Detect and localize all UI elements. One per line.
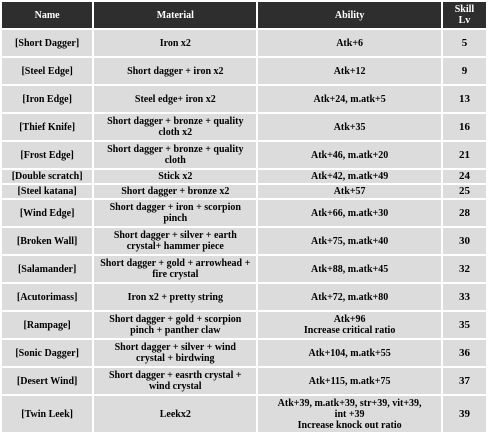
material-cell: Leekx2 — [94, 396, 256, 432]
weapon-name-cell: [Sonic Dagger] — [2, 340, 92, 366]
material-cell: Steel edge+ iron x2 — [94, 86, 256, 112]
skill-level-cell: 16 — [443, 114, 486, 140]
ability-cell: Atk+46, m.atk+20 — [258, 142, 441, 168]
material-cell: Short dagger + bronze + quality cloth — [94, 142, 256, 168]
skill-level-cell: 36 — [443, 340, 486, 366]
table-row — [2, 170, 486, 183]
weapon-name-cell: [Steel Edge] — [2, 58, 92, 84]
table-row — [2, 312, 486, 338]
table-body — [2, 30, 486, 432]
weapon-name-cell: [Thief Knife] — [2, 114, 92, 140]
table-row — [2, 340, 486, 366]
weapon-name-cell: [Twin Leek] — [2, 396, 92, 432]
weapon-name-cell: [Iron Edge] — [2, 86, 92, 112]
material-cell: Stick x2 — [94, 170, 256, 183]
skill-level-cell: 32 — [443, 256, 486, 282]
skill-level-cell: 25 — [443, 185, 486, 198]
column-header-skill-level: Skill Lv — [443, 2, 486, 28]
material-cell: Short dagger + silver + earth crystal+ hammer piece — [94, 228, 256, 254]
weapon-name-cell: [Acutorimass] — [2, 284, 92, 310]
weapon-name-cell: [Frost Edge] — [2, 142, 92, 168]
material-cell: Short dagger + gold + arrowhead + fire crystal — [94, 256, 256, 282]
weapon-name-cell: [Broken Wall] — [2, 228, 92, 254]
ability-cell: Atk+6 — [258, 30, 441, 56]
table-row — [2, 200, 486, 226]
weapon-name-cell: [Double scratch] — [2, 170, 92, 183]
ability-cell: Atk+35 — [258, 114, 441, 140]
ability-cell: Atk+72, m.atk+80 — [258, 284, 441, 310]
table-row — [2, 396, 486, 432]
skill-level-cell: 24 — [443, 170, 486, 183]
ability-cell: Atk+66, m.atk+30 — [258, 200, 441, 226]
ability-cell: Atk+42, m.atk+49 — [258, 170, 441, 183]
table-row — [2, 368, 486, 394]
weapon-name-cell: [Desert Wind] — [2, 368, 92, 394]
weapon-name-cell: [Salamander] — [2, 256, 92, 282]
table-header-row — [2, 2, 486, 28]
skill-level-cell: 35 — [443, 312, 486, 338]
skill-level-cell: 30 — [443, 228, 486, 254]
ability-cell: Atk+104, m.atk+55 — [258, 340, 441, 366]
material-cell: Short dagger + easrth crystal + wind crystal — [94, 368, 256, 394]
skill-level-cell: 28 — [443, 200, 486, 226]
table-row — [2, 86, 486, 112]
weapon-name-cell: [Steel katana] — [2, 185, 92, 198]
table-row — [2, 185, 486, 198]
material-cell: Short dagger + gold + scorpion pinch + panther claw — [94, 312, 256, 338]
table-row — [2, 142, 486, 168]
weapon-name-cell: [Rampage] — [2, 312, 92, 338]
table-row — [2, 114, 486, 140]
material-cell: Iron x2 — [94, 30, 256, 56]
material-cell: Short dagger + bronze + quality cloth x2 — [94, 114, 256, 140]
table-row — [2, 256, 486, 282]
material-cell: Short dagger + iron + scorpion pinch — [94, 200, 256, 226]
column-header-ability: Ability — [258, 2, 441, 28]
ability-cell: Atk+115, m.atk+75 — [258, 368, 441, 394]
weapon-name-cell: [Short Dagger] — [2, 30, 92, 56]
ability-cell: Atk+96 Increase critical ratio — [258, 312, 441, 338]
table-row — [2, 30, 486, 56]
ability-cell: Atk+57 — [258, 185, 441, 198]
material-cell: Short dagger + silver + wind crystal + birdwing — [94, 340, 256, 366]
skill-level-cell: 33 — [443, 284, 486, 310]
table-row — [2, 228, 486, 254]
column-header-material: Material — [94, 2, 256, 28]
ability-cell: Atk+75, m.atk+40 — [258, 228, 441, 254]
skill-level-cell: 9 — [443, 58, 486, 84]
ability-cell: Atk+24, m.atk+5 — [258, 86, 441, 112]
skill-level-cell: 37 — [443, 368, 486, 394]
table-row — [2, 284, 486, 310]
skill-level-cell: 13 — [443, 86, 486, 112]
weapon-name-cell: [Wind Edge] — [2, 200, 92, 226]
material-cell: Short dagger + iron x2 — [94, 58, 256, 84]
skill-level-cell: 21 — [443, 142, 486, 168]
column-header-name: Name — [2, 2, 92, 28]
material-cell: Short dagger + bronze x2 — [94, 185, 256, 198]
skill-level-cell: 5 — [443, 30, 486, 56]
ability-cell: Atk+39, m.atk+39, str+39, vit+39, int +39 Increase knock out ratio — [258, 396, 441, 432]
table-row — [2, 58, 486, 84]
material-cell: Iron x2 + pretty string — [94, 284, 256, 310]
ability-cell: Atk+12 — [258, 58, 441, 84]
ability-cell: Atk+88, m.atk+45 — [258, 256, 441, 282]
skill-level-cell: 39 — [443, 396, 486, 432]
